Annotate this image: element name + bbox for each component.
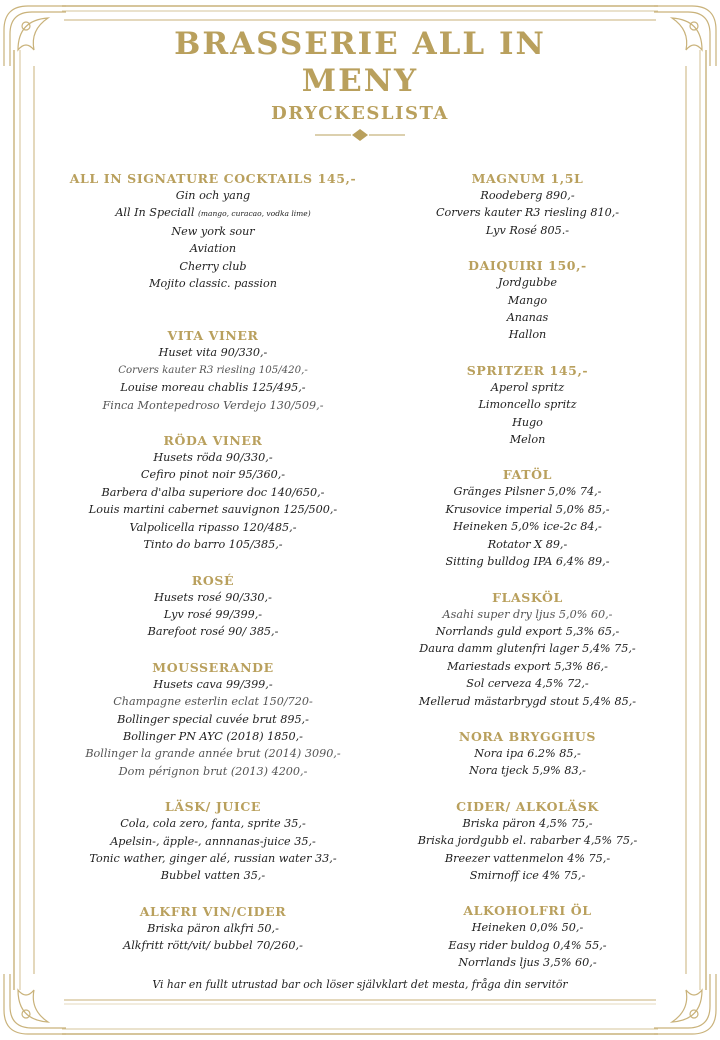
menu-item: Mojito classic. passion — [149, 277, 277, 291]
section-alkoholfri-ol — [390, 902, 665, 971]
menu-item: Mango — [507, 293, 548, 307]
section-magnum — [390, 170, 665, 239]
section-flaskol — [390, 589, 665, 710]
menu-item: New york sour — [171, 224, 255, 238]
menu-item: Briska jordgubb el. rabarber 4,5% 75,- — [417, 834, 638, 848]
menu-item: Mellerud mästarbrygd stout 5,4% 85,- — [418, 694, 637, 708]
menu-item: Norrlands guld export 5,3% 65,- — [435, 624, 620, 638]
section-title: FLASKÖL — [492, 589, 563, 605]
section-alkfri-vin-cider — [58, 903, 368, 955]
section-title: VITA VINER — [167, 328, 259, 344]
right-column — [390, 170, 665, 972]
menu-item: Huset vita 90/330,- — [158, 346, 268, 360]
menu-item: Corvers kauter R3 riesling 810,- — [435, 206, 620, 220]
section-vita-viner — [58, 327, 368, 414]
menu-item: Krusovice imperial 5,0% 85,- — [445, 502, 610, 516]
menu-item: Lyv rosé 99/399,- — [163, 607, 263, 621]
menu-item: Limoncello spritz — [478, 398, 577, 412]
section-title: NORA BRYGGHUS — [458, 728, 597, 744]
menu-item: Valpolicella ripasso 120/485,- — [129, 520, 297, 534]
restaurant-name: BRASSERIE ALL IN — [174, 26, 546, 62]
menu-item: Briska päron 4,5% 75,- — [462, 816, 593, 830]
menu-item: Norrlands ljus 3,5% 60,- — [458, 956, 597, 970]
footer-note: Vi har en fullt utrustad bar och löser självklart det mesta, fråga din servitör — [152, 978, 568, 991]
menu-item — [58, 204, 368, 222]
section-title: CIDER/ ALKOLÄSK — [456, 798, 599, 814]
menu-item: Nora ipa 6.2% 85,- — [474, 746, 581, 760]
section-title: MAGNUM 1,5L — [471, 171, 584, 186]
section-mousserande — [58, 659, 368, 780]
menu-item: Sitting bulldog IPA 6,4% 89,- — [445, 555, 610, 569]
section-title: ALKFRI VIN/CIDER — [139, 903, 287, 919]
menu-item: Louise moreau chablis 125/495,- — [120, 381, 306, 395]
menu-item: Dom pérignon brut (2013) 4200,- — [118, 764, 308, 778]
section-title: RÖDA VINER — [163, 433, 263, 449]
menu-item: Gränges Pilsner 5,0% 74,- — [453, 485, 602, 499]
section-fatol — [390, 466, 665, 570]
menu-item: Bollinger la grande année brut (2014) 3090,- — [85, 747, 341, 761]
menu-item: Cefiro pinot noir 95/360,- — [140, 468, 286, 482]
section-rose — [58, 572, 368, 641]
section-title: FATÖL — [502, 467, 553, 483]
menu-item: Daura damm glutenfri lager 5,4% 75,- — [419, 642, 636, 656]
menu-item: Bollinger special cuvée brut 895,- — [117, 712, 309, 726]
menu-item: Melon — [509, 433, 546, 447]
menu-item-note: (mango, curacao, vodka lime) — [197, 209, 311, 219]
menu-item: Apelsin-, äpple-, annnanas-juice 35,- — [110, 834, 316, 848]
menu-item: Nora tjeck 5,9% 83,- — [469, 764, 586, 778]
menu-item: Asahi super dry ljus 5,0% 60,- — [442, 607, 613, 621]
section-signature-cocktails — [58, 170, 368, 292]
section-cider-alkolask — [390, 798, 665, 885]
menu-item: Ananas — [506, 311, 549, 325]
menu-title: MENY — [301, 63, 419, 99]
menu-item: Aperol spritz — [490, 380, 565, 394]
menu-item: Louis martini cabernet sauvignon 125/500,- — [88, 503, 338, 517]
menu-subtitle: DRYCKESLISTA — [271, 103, 449, 124]
menu-item: Jordgubbe — [497, 276, 558, 290]
section-title: ALKOHOLFRI ÖL — [463, 903, 592, 919]
menu-item-name: All In Speciall — [115, 206, 195, 220]
menu-item: Barefoot rosé 90/ 385,- — [147, 625, 279, 639]
menu-item: Mariestads export 5,3% 86,- — [447, 659, 608, 673]
menu-item: Rotator X 89,- — [487, 537, 568, 551]
menu-item: Husets röda 90/330,- — [153, 451, 273, 465]
section-roda-viner — [58, 432, 368, 553]
menu-item: Hugo — [512, 415, 543, 429]
menu-item: Hallon — [508, 328, 547, 342]
menu-item: Bubbel vatten 35,- — [160, 869, 266, 883]
menu-item: Tonic wather, ginger alé, russian water 33,- — [89, 851, 337, 865]
menu-item: Husets cava 99/399,- — [153, 677, 273, 691]
menu-item: Corvers kauter R3 riesling 105/420,- — [118, 364, 308, 376]
section-title: ROSÉ — [191, 572, 235, 588]
menu-item: Breezer vattenmelon 4% 75,- — [444, 851, 611, 865]
menu-item: Aviation — [189, 242, 237, 256]
menu-item: Alkfritt rött/vit/ bubbel 70/260,- — [123, 939, 303, 953]
section-spritzer — [390, 362, 665, 449]
menu-item: Briska päron alkfri 50,- — [147, 921, 279, 935]
menu-item: Tinto do barro 105/385,- — [143, 538, 283, 552]
menu-item: Gin och yang — [175, 189, 251, 202]
left-column — [58, 170, 368, 955]
section-daiquiri — [390, 257, 665, 344]
section-lask-juice — [58, 798, 368, 885]
menu-item: Roodeberg 890,- — [480, 189, 575, 202]
section-title: MOUSSERANDE — [152, 659, 274, 675]
section-nora-brygghus — [390, 728, 665, 780]
menu-item: Heineken 5,0% ice-2c 84,- — [453, 520, 602, 534]
menu-item: Smirnoff ice 4% 75,- — [469, 868, 586, 882]
menu-item: Champagne esterlin eclat 150/720- — [113, 695, 313, 709]
menu-item: Husets rosé 90/330,- — [154, 590, 272, 604]
menu-item: Cherry club — [179, 259, 247, 273]
menu-item: Easy rider buldog 0,4% 55,- — [448, 938, 607, 952]
menu-item: Sol cerveza 4,5% 72,- — [466, 677, 589, 691]
section-title: ALL IN SIGNATURE COCKTAILS 145,- — [69, 171, 357, 186]
menu-item: Finca Montepedroso Verdejo 130/509,- — [102, 398, 324, 412]
menu-item: Heineken 0,0% 50,- — [471, 921, 584, 935]
section-title: DAIQUIRI 150,- — [468, 258, 587, 274]
menu-item: Bollinger PN AYC (2018) 1850,- — [123, 729, 303, 743]
menu-header — [0, 26, 720, 141]
section-title: LÄSK/ JUICE — [164, 799, 262, 815]
section-title: SPRITZER 145,- — [466, 362, 589, 378]
menu-item: Barbera d'alba superiore doc 140/650,- — [101, 485, 325, 499]
diamond-divider-icon — [315, 129, 405, 141]
menu-item: Lyv Rosé 805.- — [485, 223, 570, 237]
menu-item: Cola, cola zero, fanta, sprite 35,- — [120, 817, 306, 831]
